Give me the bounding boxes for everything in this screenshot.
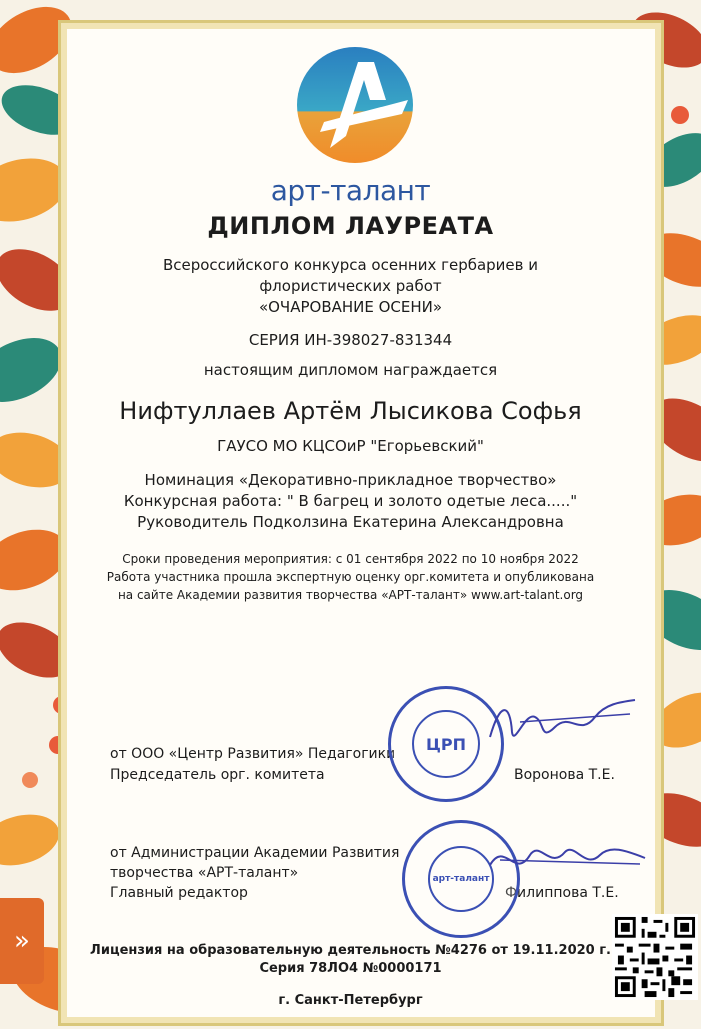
supervisor: Руководитель Подколзина Екатерина Александровна <box>137 513 564 531</box>
next-page-button[interactable]: » <box>0 898 44 984</box>
first-signature <box>480 692 640 752</box>
organization: ГАУСО МО КЦСОиР "Егорьевский" <box>217 437 484 455</box>
crp-stamp-center: ЦРП <box>412 710 480 778</box>
review-note: Работа участника прошла экспертную оценку орг.комитета и опубликована <box>106 570 595 584</box>
brand-name: арт-талант <box>270 174 431 207</box>
second-signer-role: Главный редактор <box>110 885 248 901</box>
first-signer-name: Воронова Т.Е. <box>514 767 615 783</box>
art-talant-stamp-center: арт-талант <box>428 846 494 912</box>
second-signature <box>480 830 650 890</box>
awarded-text: настоящим дипломом награждается <box>203 361 498 379</box>
contest-line-2: флористических работ <box>259 277 442 295</box>
license-info: Лицензия на образовательную деятельность №4276 от 19.11.2020 г. <box>90 943 611 958</box>
contest-work: Конкурсная работа: " В багрец и золото одетые леса....." <box>123 492 578 510</box>
publication-site: на сайте Академии развития творчества «АРТ-талант» www.art-talant.org <box>117 588 584 602</box>
recipient-name: Нифтуллаев Артём Лысикова Софья <box>119 397 582 425</box>
series-number: СЕРИЯ ИН-398027-831344 <box>248 331 453 349</box>
city: г. Санкт-Петербург <box>278 993 423 1008</box>
second-signer-org-1: от Администрации Академии Развития <box>110 845 400 861</box>
license-series: Серия 78ЛО4 №0000171 <box>259 961 442 976</box>
first-signer-org: от ООО «Центр Развития» Педагогики <box>110 746 396 762</box>
art-talant-logo <box>290 40 420 170</box>
contest-line-1: Всероссийского конкурса осенних гербариев и <box>162 256 539 274</box>
first-signer-role: Председатель орг. комитета <box>110 767 325 783</box>
second-signer-org-2: творчества «АРТ-талант» <box>110 865 299 881</box>
event-period: Сроки проведения мероприятия: с 01 сентября 2022 по 10 ноября 2022 <box>122 552 579 566</box>
diploma-title: ДИПЛОМ ЛАУРЕАТА <box>207 212 494 240</box>
contest-name: «ОЧАРОВАНИЕ ОСЕНИ» <box>258 298 443 316</box>
second-signer-name: Филиппова Т.Е. <box>505 885 619 901</box>
qr-code[interactable] <box>612 914 698 1000</box>
nomination: Номинация «Декоративно-прикладное творчество» <box>144 471 557 489</box>
